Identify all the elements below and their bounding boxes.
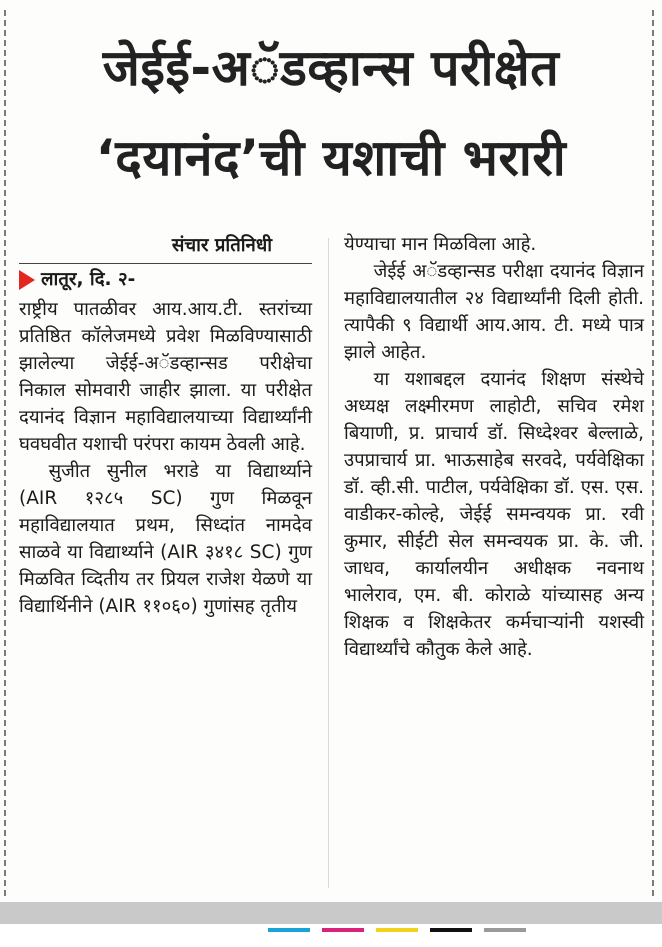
article-paragraph: राष्ट्रीय पातळीवर आय.आय.टी. स्तरांच्या प्रतिष्ठित कॉलेजमध्ये प्रवेश मिळविण्यासाठी झालेल्या जेईई-अॅडव्हान्सड परीक्षेचा निकाल सोमवारी जाहीर झाला. या परीक्षेत दयानंद विज्ञान महाविद्यालयाच्या विद्यार्थ्यांनी घवघवीत यशाची परंपरा कायम ठेवली आहे. — [19, 299, 312, 455]
headline-line-1: जेईई-अॅडव्हान्स परीक्षेत — [102, 39, 560, 97]
article-paragraph: जेईई अॅडव्हान्सड परीक्षा दयानंद विज्ञान महाविद्यालयातील २४ विद्यार्थ्यांनी दिली होती. त्यापैकी ९ विद्यार्थी आय.आय. टी. मध्ये पात्र झाले आहेत. — [344, 261, 644, 363]
page-bottom-band — [0, 902, 662, 924]
article-paragraph: येण्याचा मान मिळविला आहे. — [344, 234, 537, 255]
clipping-left-cut-line — [4, 10, 6, 896]
black-print-mark — [430, 928, 472, 932]
article-right-column — [344, 231, 644, 663]
article-paragraph: सुजीत सुनील भराडे या विद्यार्थ्याने (AIR १२८५ SC) गुण मिळवून महाविद्यालयात प्रथम, सिध्दांत नामदेव साळवे या विद्यार्थ्याने (AIR ३४१८ SC) गुण मिळवित व्दितीय तर प्रियल राजेश येळणे या विद्यार्थिनीने (AIR ११०६०) गुणांसह तृतीय — [19, 461, 312, 617]
yellow-print-mark — [376, 928, 418, 932]
red-triangle-icon — [19, 270, 35, 290]
column-divider — [328, 238, 329, 888]
byline: संचार प्रतिनिधी — [19, 231, 312, 264]
dateline-text: लातूर, दि. २- — [41, 269, 136, 290]
magenta-print-mark — [322, 928, 364, 932]
print-registration-marks — [0, 924, 662, 947]
article-paragraph: या यशाबद्दल दयानंद शिक्षण संस्थेचे अध्यक्ष लक्ष्मीरमण लाहोटी, सचिव रमेश बियाणी, प्र. प्राचार्य डॉ. सिध्देश्वर बेल्लाळे, उपप्राचार्य प्रा. भाऊसाहेब सरवदे, पर्यवेक्षिका डॉ. व्ही.सी. पाटील, पर्यवेक्षिका डॉ. एस. एस. वाडीकर-कोल्हे, जेईई समन्वयक प्रा. रवी कुमार, सीईटी सेल समन्वयक प्रा. के. जी. जाधव, कार्यालयीन अधीक्षक नवनाथ भालेराव, एम. बी. कोराळे यांच्यासह अन्य शिक्षक व शिक्षकेतर कर्मचाऱ्यांनी यशस्वी विद्यार्थ्यांचे कौतुक केले आहे. — [344, 369, 644, 660]
clipping-right-cut-line — [652, 10, 654, 896]
cyan-print-mark — [268, 928, 310, 932]
gray-print-mark — [484, 928, 526, 932]
dateline — [19, 264, 312, 296]
headline-line-2: ‘दयानंद’ची यशाची भरारी — [95, 129, 567, 187]
article-left-column — [19, 231, 312, 620]
